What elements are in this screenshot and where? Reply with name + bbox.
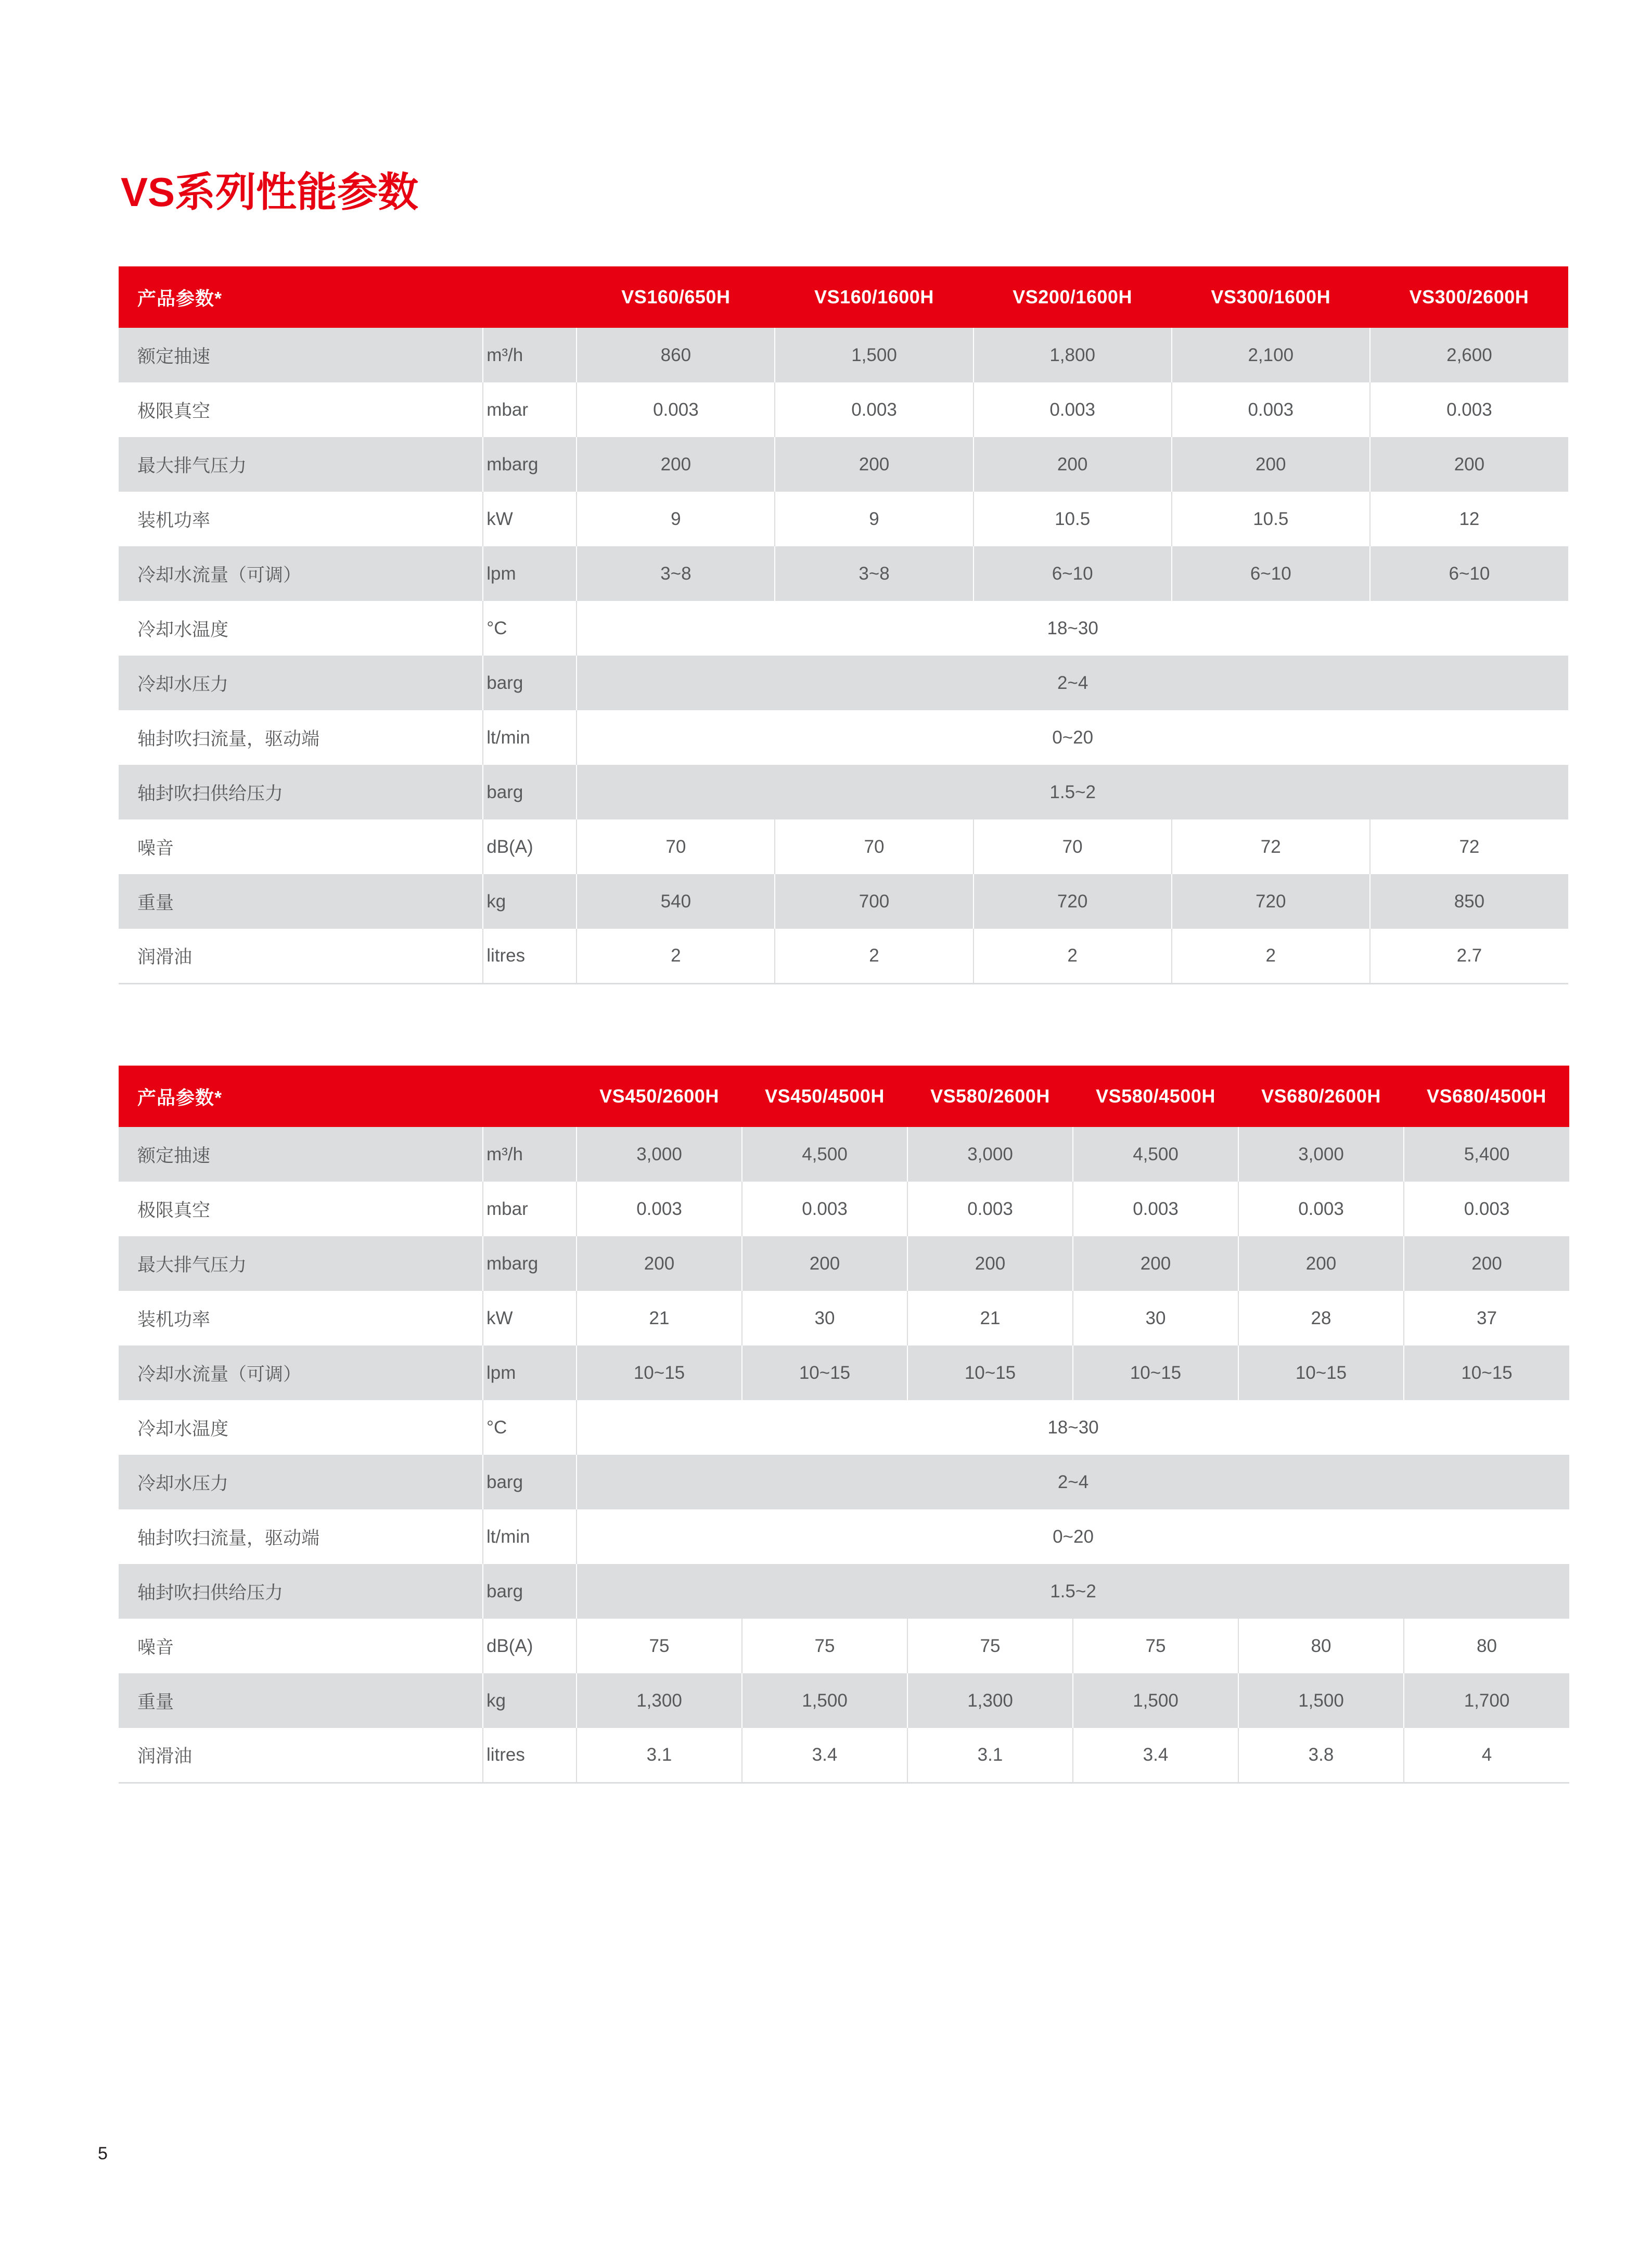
table-header <box>119 1066 1569 1127</box>
cell-value-merged: 18~30 <box>577 1400 1569 1455</box>
cell-value: 75 <box>577 1619 742 1673</box>
cell-value: 10.5 <box>974 492 1172 546</box>
table-header-row <box>119 1066 1569 1127</box>
table-row <box>119 1291 1569 1346</box>
spec-table-vs450-vs680 <box>119 1066 1569 1784</box>
cell-value: 70 <box>775 819 973 874</box>
cell-parameter-name: 轴封吹扫流量，驱动端 <box>119 1509 483 1564</box>
cell-parameter-name: 额定抽速 <box>119 328 483 382</box>
cell-value: 0.003 <box>1238 1182 1404 1236</box>
cell-parameter-name: 冷却水压力 <box>119 1455 483 1509</box>
spec-table-vs160-vs300 <box>119 266 1568 984</box>
cell-unit: °C <box>483 1400 577 1455</box>
table-row <box>119 1564 1569 1619</box>
cell-value: 0.003 <box>1172 382 1370 437</box>
header-cell-model: VS300/1600H <box>1172 266 1370 328</box>
cell-parameter-name: 噪音 <box>119 819 483 874</box>
header-cell-unit <box>483 266 577 328</box>
cell-value: 1,500 <box>1238 1673 1404 1728</box>
cell-value: 6~10 <box>974 546 1172 601</box>
cell-parameter-name: 冷却水温度 <box>119 1400 483 1455</box>
cell-value: 10~15 <box>742 1346 907 1400</box>
cell-value: 720 <box>1172 874 1370 929</box>
cell-value: 3~8 <box>775 546 973 601</box>
cell-value: 10~15 <box>907 1346 1073 1400</box>
cell-value: 3,000 <box>577 1127 742 1182</box>
cell-value: 200 <box>775 437 973 492</box>
cell-value-merged: 0~20 <box>577 710 1568 765</box>
cell-value: 200 <box>577 1236 742 1291</box>
table-row <box>119 1127 1569 1182</box>
cell-value-merged: 2~4 <box>577 1455 1569 1509</box>
cell-value: 3.4 <box>1073 1728 1238 1783</box>
cell-value: 10~15 <box>1404 1346 1569 1400</box>
cell-unit: mbar <box>483 382 577 437</box>
cell-value: 2 <box>775 929 973 983</box>
cell-unit: lt/min <box>483 710 577 765</box>
table-row <box>119 601 1568 656</box>
table-row <box>119 382 1568 437</box>
cell-unit: lpm <box>483 546 577 601</box>
cell-value: 1,300 <box>907 1673 1073 1728</box>
cell-value: 30 <box>742 1291 907 1346</box>
table-row <box>119 1728 1569 1783</box>
cell-value: 9 <box>577 492 775 546</box>
cell-value: 28 <box>1238 1291 1404 1346</box>
table-row <box>119 929 1568 983</box>
cell-value: 3,000 <box>907 1127 1073 1182</box>
table-row <box>119 1619 1569 1673</box>
cell-value: 10~15 <box>1073 1346 1238 1400</box>
cell-parameter-name: 极限真空 <box>119 382 483 437</box>
cell-value: 80 <box>1404 1619 1569 1673</box>
cell-value: 21 <box>907 1291 1073 1346</box>
cell-value: 1,700 <box>1404 1673 1569 1728</box>
cell-value: 0.003 <box>1404 1182 1569 1236</box>
cell-value: 10~15 <box>577 1346 742 1400</box>
cell-value: 12 <box>1370 492 1568 546</box>
cell-unit: barg <box>483 1564 577 1619</box>
cell-value: 860 <box>577 328 775 382</box>
cell-unit: kW <box>483 1291 577 1346</box>
cell-parameter-name: 噪音 <box>119 1619 483 1673</box>
cell-value: 2,100 <box>1172 328 1370 382</box>
cell-parameter-name: 轴封吹扫流量，驱动端 <box>119 710 483 765</box>
cell-parameter-name: 润滑油 <box>119 1728 483 1783</box>
table-row <box>119 437 1568 492</box>
cell-parameter-name: 轴封吹扫供给压力 <box>119 765 483 819</box>
cell-parameter-name: 冷却水压力 <box>119 656 483 710</box>
page-number: 5 <box>98 2144 108 2163</box>
header-cell-model: VS580/4500H <box>1073 1066 1238 1127</box>
cell-unit: kg <box>483 1673 577 1728</box>
cell-value: 0.003 <box>907 1182 1073 1236</box>
cell-value: 6~10 <box>1370 546 1568 601</box>
cell-value: 30 <box>1073 1291 1238 1346</box>
cell-value: 200 <box>1370 437 1568 492</box>
cell-value: 1,500 <box>742 1673 907 1728</box>
cell-parameter-name: 轴封吹扫供给压力 <box>119 1564 483 1619</box>
header-cell-model: VS450/2600H <box>577 1066 742 1127</box>
cell-value: 0.003 <box>577 1182 742 1236</box>
cell-value: 70 <box>577 819 775 874</box>
cell-value: 200 <box>907 1236 1073 1291</box>
cell-value: 37 <box>1404 1291 1569 1346</box>
table-row <box>119 710 1568 765</box>
table-row <box>119 1346 1569 1400</box>
table-row <box>119 765 1568 819</box>
cell-unit: mbarg <box>483 437 577 492</box>
cell-value: 2.7 <box>1370 929 1568 983</box>
cell-value: 0.003 <box>742 1182 907 1236</box>
cell-value: 9 <box>775 492 973 546</box>
cell-parameter-name: 极限真空 <box>119 1182 483 1236</box>
cell-value: 0.003 <box>1370 382 1568 437</box>
table-row <box>119 656 1568 710</box>
cell-parameter-name: 装机功率 <box>119 492 483 546</box>
cell-unit: litres <box>483 929 577 983</box>
cell-unit: barg <box>483 656 577 710</box>
table-header <box>119 266 1568 328</box>
cell-value: 10.5 <box>1172 492 1370 546</box>
cell-parameter-name: 重量 <box>119 1673 483 1728</box>
table-row <box>119 1673 1569 1728</box>
cell-value-merged: 18~30 <box>577 601 1568 656</box>
cell-value: 4,500 <box>742 1127 907 1182</box>
table-header-row <box>119 266 1568 328</box>
cell-value: 720 <box>974 874 1172 929</box>
cell-value: 3.1 <box>907 1728 1073 1783</box>
cell-value: 72 <box>1370 819 1568 874</box>
cell-value: 1,300 <box>577 1673 742 1728</box>
cell-unit: barg <box>483 1455 577 1509</box>
header-cell-model: VS300/2600H <box>1370 266 1568 328</box>
cell-value: 2 <box>974 929 1172 983</box>
cell-unit: lt/min <box>483 1509 577 1564</box>
header-cell-param: 产品参数* <box>119 1066 483 1127</box>
cell-value: 4,500 <box>1073 1127 1238 1182</box>
cell-parameter-name: 最大排气压力 <box>119 1236 483 1291</box>
header-cell-model: VS680/2600H <box>1238 1066 1404 1127</box>
cell-value: 0.003 <box>577 382 775 437</box>
header-cell-model: VS200/1600H <box>974 266 1172 328</box>
cell-value: 0.003 <box>1073 1182 1238 1236</box>
cell-parameter-name: 润滑油 <box>119 929 483 983</box>
header-cell-model: VS680/4500H <box>1404 1066 1569 1127</box>
cell-parameter-name: 额定抽速 <box>119 1127 483 1182</box>
table-row <box>119 1400 1569 1455</box>
cell-unit: lpm <box>483 1346 577 1400</box>
header-cell-param: 产品参数* <box>119 266 483 328</box>
cell-value: 4 <box>1404 1728 1569 1783</box>
cell-value: 200 <box>1238 1236 1404 1291</box>
cell-unit: dB(A) <box>483 819 577 874</box>
cell-value: 70 <box>974 819 1172 874</box>
cell-parameter-name: 最大排气压力 <box>119 437 483 492</box>
table-row <box>119 1509 1569 1564</box>
cell-value: 850 <box>1370 874 1568 929</box>
cell-unit: mbar <box>483 1182 577 1236</box>
cell-unit: kW <box>483 492 577 546</box>
table-body <box>119 328 1568 983</box>
cell-value: 2 <box>577 929 775 983</box>
header-cell-model: VS160/1600H <box>775 266 973 328</box>
page-title: VS系列性能参数 <box>121 169 419 215</box>
cell-value-merged: 2~4 <box>577 656 1568 710</box>
table-row <box>119 1182 1569 1236</box>
cell-value: 200 <box>1172 437 1370 492</box>
table-row <box>119 1236 1569 1291</box>
table-row <box>119 819 1568 874</box>
cell-parameter-name: 重量 <box>119 874 483 929</box>
cell-unit: m³/h <box>483 1127 577 1182</box>
header-cell-model: VS160/650H <box>577 266 775 328</box>
cell-value-merged: 1.5~2 <box>577 1564 1569 1619</box>
cell-value: 72 <box>1172 819 1370 874</box>
cell-unit: kg <box>483 874 577 929</box>
cell-value: 1,500 <box>1073 1673 1238 1728</box>
cell-value: 700 <box>775 874 973 929</box>
cell-parameter-name: 冷却水流量（可调） <box>119 546 483 601</box>
cell-value: 540 <box>577 874 775 929</box>
cell-value: 80 <box>1238 1619 1404 1673</box>
cell-value-merged: 0~20 <box>577 1509 1569 1564</box>
cell-value: 200 <box>974 437 1172 492</box>
cell-value: 75 <box>1073 1619 1238 1673</box>
cell-value: 21 <box>577 1291 742 1346</box>
table-row <box>119 874 1568 929</box>
cell-value: 3.4 <box>742 1728 907 1783</box>
cell-value: 3,000 <box>1238 1127 1404 1182</box>
cell-unit: dB(A) <box>483 1619 577 1673</box>
cell-unit: litres <box>483 1728 577 1783</box>
cell-parameter-name: 冷却水流量（可调） <box>119 1346 483 1400</box>
cell-unit: m³/h <box>483 328 577 382</box>
cell-value: 0.003 <box>974 382 1172 437</box>
table-row <box>119 492 1568 546</box>
cell-unit: mbarg <box>483 1236 577 1291</box>
cell-value: 3.1 <box>577 1728 742 1783</box>
cell-value: 75 <box>907 1619 1073 1673</box>
table-body <box>119 1127 1569 1783</box>
table-row <box>119 328 1568 382</box>
cell-value: 200 <box>577 437 775 492</box>
table-row <box>119 546 1568 601</box>
cell-value-merged: 1.5~2 <box>577 765 1568 819</box>
header-cell-model: VS580/2600H <box>907 1066 1073 1127</box>
cell-parameter-name: 装机功率 <box>119 1291 483 1346</box>
cell-value: 200 <box>1404 1236 1569 1291</box>
cell-value: 6~10 <box>1172 546 1370 601</box>
cell-value: 2,600 <box>1370 328 1568 382</box>
cell-value: 75 <box>742 1619 907 1673</box>
cell-value: 1,800 <box>974 328 1172 382</box>
cell-value: 0.003 <box>775 382 973 437</box>
cell-parameter-name: 冷却水温度 <box>119 601 483 656</box>
cell-unit: barg <box>483 765 577 819</box>
cell-value: 200 <box>1073 1236 1238 1291</box>
cell-unit: °C <box>483 601 577 656</box>
cell-value: 200 <box>742 1236 907 1291</box>
cell-value: 2 <box>1172 929 1370 983</box>
cell-value: 10~15 <box>1238 1346 1404 1400</box>
cell-value: 3~8 <box>577 546 775 601</box>
table-row <box>119 1455 1569 1509</box>
cell-value: 1,500 <box>775 328 973 382</box>
header-cell-model: VS450/4500H <box>742 1066 907 1127</box>
header-cell-unit <box>483 1066 577 1127</box>
cell-value: 5,400 <box>1404 1127 1569 1182</box>
cell-value: 3.8 <box>1238 1728 1404 1783</box>
